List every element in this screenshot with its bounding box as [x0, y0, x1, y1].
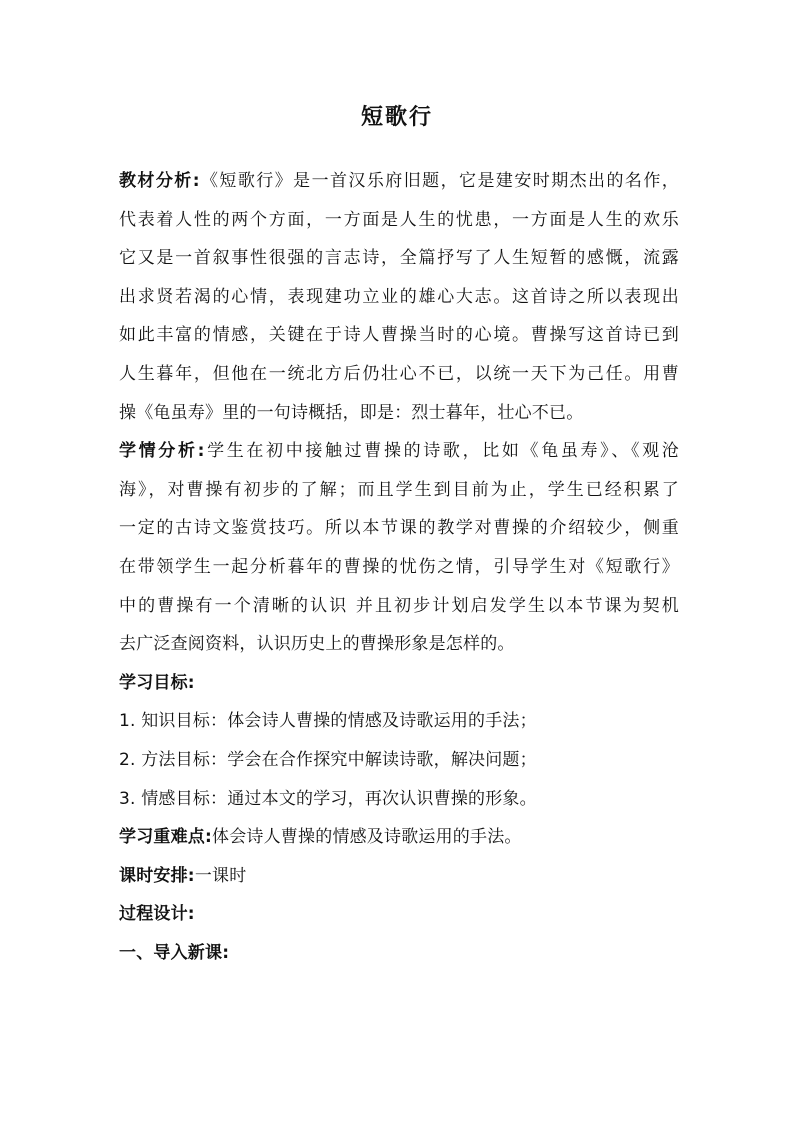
- schedule-text: 一课时: [194, 865, 247, 886]
- process-label: 过程设计:: [119, 904, 195, 925]
- learner-label: 学情分析:: [119, 441, 205, 462]
- analysis-line-7: 操《龟虽寿》里的一句诗概括，即是：烈士暮年，壮心不已。: [119, 402, 584, 423]
- analysis-line-4: 出求贤若渴的心情，表现建功立业的雄心大志。这首诗之所以表现出: [119, 286, 679, 307]
- key-points-text: 体会诗人曹操的情感及诗歌运用的手法。: [212, 827, 522, 848]
- goal-item-2: 2. 方法目标：学会在合作探究中解读诗歌，解决问题；: [119, 749, 537, 770]
- learner-line-4: 在带领学生一起分析暮年的曹操的忧伤之情，引导学生对《短歌行》: [119, 556, 679, 577]
- document-title: 短歌行: [360, 105, 433, 130]
- analysis-text-1: 《短歌行》是一首汉乐府旧题，它是建安时期杰出的名作，: [199, 171, 679, 191]
- analysis-line-6: 人生暮年，但他在一统北方后仍壮心不已，以统一天下为己任。用曹: [119, 363, 679, 384]
- learner-line-3: 一定的古诗文鉴赏技巧。所以本节课的教学对曹操的介绍较少，侧重: [119, 518, 679, 539]
- analysis-line-2: 代表着人性的两个方面，一方面是人生的忧患，一方面是人生的欢乐: [119, 209, 679, 230]
- analysis-line-3: 它又是一首叙事性很强的言志诗，全篇抒写了人生短暂的感慨，流露: [119, 248, 679, 269]
- analysis-label: 教材分析:: [119, 171, 200, 191]
- goal-item-1: 1. 知识目标：体会诗人曹操的情感及诗歌运用的手法；: [119, 711, 537, 732]
- learner-line-1: [119, 432, 679, 471]
- goal-item-3: 3. 情感目标：通过本文的学习，再次认识曹操的形象。: [119, 788, 537, 809]
- learner-line-2: 海》，对曹操有初步的了解；而且学生到目前为止，学生已经积累了: [119, 479, 679, 500]
- key-points-line: [119, 818, 679, 857]
- learner-line-6: 去广泛查阅资料，认识历史上的曹操形象是怎样的。: [119, 634, 515, 655]
- document-body: [119, 162, 679, 972]
- learner-line-5: 中的曹操有一个清晰的认识 并且初步计划启发学生以本节课为契机: [119, 595, 679, 616]
- learner-text-1: 学生在初中接触过曹操的诗歌，比如《龟虽寿》、《观沧: [204, 441, 679, 462]
- analysis-line-1: [119, 162, 679, 201]
- key-points-label: 学习重难点:: [119, 827, 212, 848]
- section1-heading: 一、导入新课:: [119, 942, 230, 963]
- schedule-line: [119, 857, 679, 896]
- goals-label: 学习目标:: [119, 672, 195, 693]
- analysis-line-5: 如此丰富的情感，关键在于诗人曹操当时的心境。曹操写这首诗已到: [119, 325, 679, 346]
- schedule-label: 课时安排:: [119, 865, 195, 886]
